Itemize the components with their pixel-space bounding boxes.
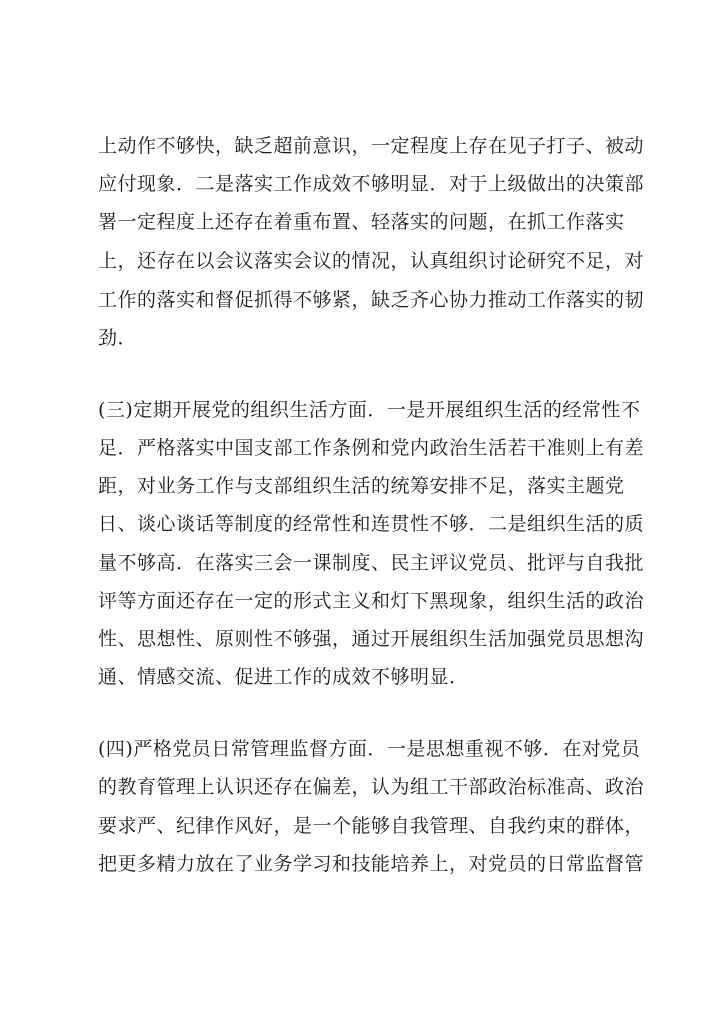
text-line: 上，还存在以会议落实会议的情况，认真组织讨论研究不足，对	[98, 250, 645, 272]
text-line: 距，对业务工作与支部组织生活的统筹安排不足，落实主题党	[98, 475, 625, 497]
text-line: (三)定期开展党的组织生活方面．一是开展组织生活的经常性不	[98, 399, 641, 421]
text-line: (四)严格党员日常管理监督方面．一是思想重视不够．在对党员	[98, 738, 641, 760]
text-line: 工作的落实和督促抓得不够紧，缺乏齐心协力推动工作落实的韧	[98, 289, 645, 311]
text-line: 把更多精力放在了业务学习和技能培养上，对党员的日常监督管	[98, 853, 645, 875]
text-line: 应付现象．二是落实工作成效不够明显．对于上级做出的决策部	[98, 173, 645, 195]
text-line: 的教育管理上认识还存在偏差，认为组工干部政治标准高、政治	[98, 776, 645, 798]
text-line: 量不够高．在落实三会一课制度、民主评议党员、批评与自我批	[98, 552, 645, 574]
text-line: 性、思想性、原则性不够强，通过开展组织生活加强党员思想沟	[98, 628, 645, 650]
text-line: 评等方面还存在一定的形式主义和灯下黑现象，组织生活的政治	[98, 590, 645, 612]
text-line: 署一定程度上还存在着重布置、轻落实的问题，在抓工作落实	[98, 211, 625, 233]
text-line: 通、情感交流、促进工作的成效不够明显．	[98, 666, 469, 688]
text-line: 劲．	[98, 327, 138, 349]
text-line: 日、谈心谈话等制度的经常性和连贯性不够．二是组织生活的质	[98, 513, 645, 535]
text-line: 要求严、纪律作风好，是一个能够自我管理、自我约束的群体，	[98, 815, 645, 837]
text-line: 足．严格落实中国支部工作条例和党内政治生活若干准则上有差	[98, 437, 645, 459]
text-line: 上动作不够快，缺乏超前意识，一定程度上存在见子打子、被动	[98, 135, 645, 157]
